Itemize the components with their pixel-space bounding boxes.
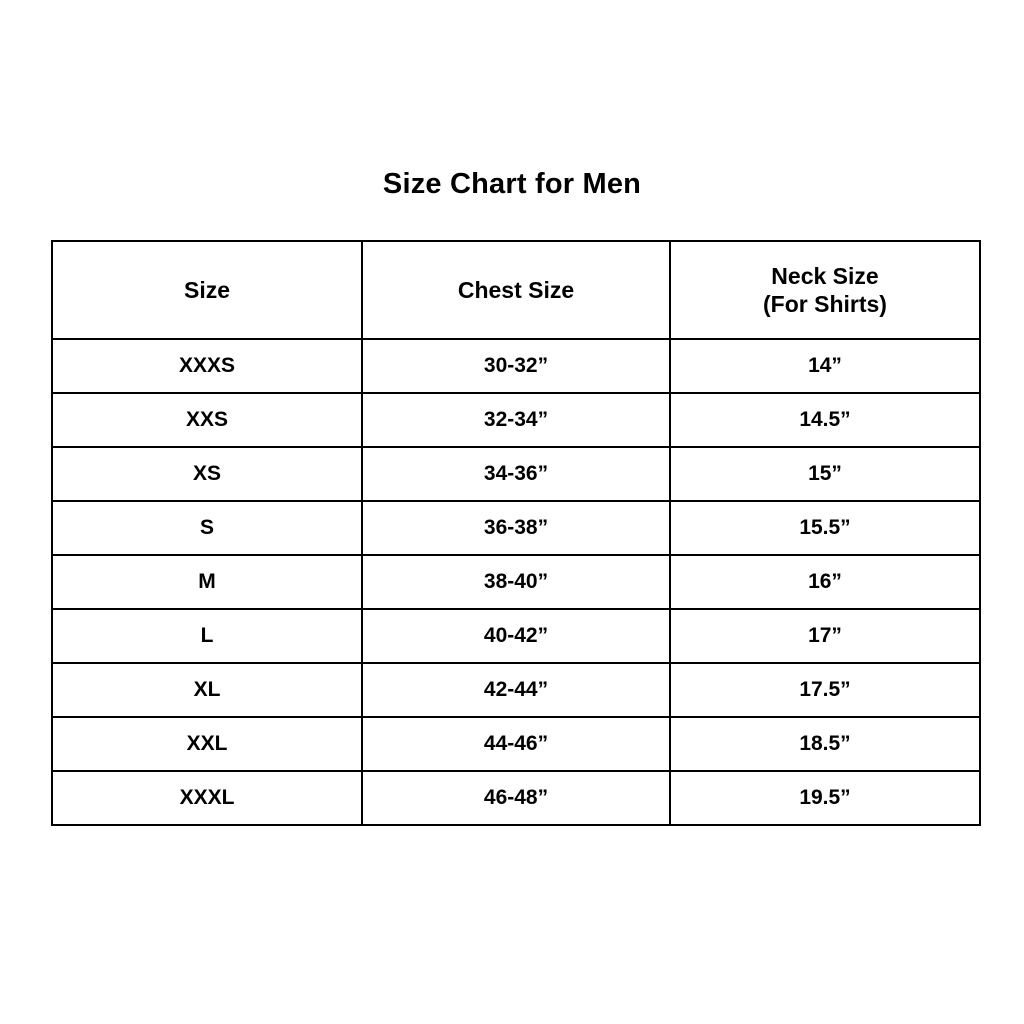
cell-chest: 32-34” [362, 393, 670, 447]
cell-size: S [52, 501, 362, 555]
table-row [52, 501, 980, 555]
cell-size: XL [52, 663, 362, 717]
cell-chest: 44-46” [362, 717, 670, 771]
column-header-size-label: Size [183, 276, 231, 303]
cell-size: XXXL [52, 771, 362, 825]
table-row [52, 771, 980, 825]
cell-chest: 46-48” [362, 771, 670, 825]
cell-chest: 30-32” [362, 339, 670, 393]
column-header-neck-size-label: Neck Size [771, 262, 879, 289]
cell-chest: 34-36” [362, 447, 670, 501]
cell-neck: 15” [670, 447, 980, 501]
cell-size: XS [52, 447, 362, 501]
cell-neck: 19.5” [670, 771, 980, 825]
column-header-neck-size-sublabel: (For Shirts) [763, 291, 887, 317]
cell-neck: 15.5” [670, 501, 980, 555]
cell-neck: 18.5” [670, 717, 980, 771]
cell-chest: 42-44” [362, 663, 670, 717]
table-row [52, 447, 980, 501]
cell-size: XXS [52, 393, 362, 447]
table-row [52, 339, 980, 393]
cell-neck: 17.5” [670, 663, 980, 717]
page-title: Size Chart for Men [382, 168, 642, 200]
table-row [52, 555, 980, 609]
column-header-neck-size [670, 241, 980, 339]
cell-chest: 40-42” [362, 609, 670, 663]
cell-size: XXXS [52, 339, 362, 393]
cell-neck: 14.5” [670, 393, 980, 447]
column-header-chest-size [362, 241, 670, 339]
cell-neck: 14” [670, 339, 980, 393]
cell-neck: 16” [670, 555, 980, 609]
cell-chest: 38-40” [362, 555, 670, 609]
table-row [52, 717, 980, 771]
table-row [52, 609, 980, 663]
column-header-size [52, 241, 362, 339]
column-header-chest-size-label: Chest Size [457, 276, 575, 303]
cell-neck: 17” [670, 609, 980, 663]
table-row [52, 663, 980, 717]
size-chart-table [51, 240, 981, 826]
cell-size: L [52, 609, 362, 663]
table-header-row [52, 241, 980, 339]
cell-size: M [52, 555, 362, 609]
cell-chest: 36-38” [362, 501, 670, 555]
cell-size: XXL [52, 717, 362, 771]
table-row [52, 393, 980, 447]
